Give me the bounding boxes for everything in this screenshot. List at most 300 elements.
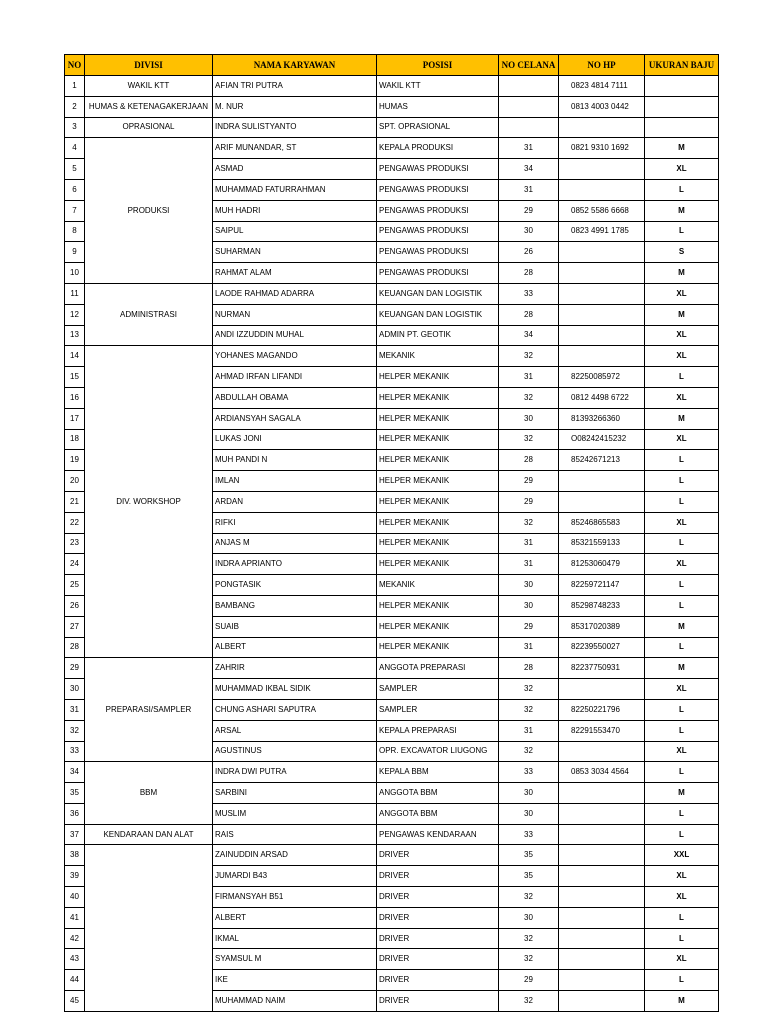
cell-celana: 30: [499, 803, 559, 824]
cell-baju: L: [645, 907, 719, 928]
cell-posisi: DRIVER: [377, 970, 499, 991]
cell-baju: L: [645, 762, 719, 783]
cell-celana: 30: [499, 575, 559, 596]
cell-celana: 34: [499, 325, 559, 346]
cell-hp: 82250221796: [559, 699, 645, 720]
cell-hp: [559, 471, 645, 492]
cell-posisi: KEPALA PREPARASI: [377, 720, 499, 741]
cell-baju: [645, 96, 719, 117]
cell-posisi: HELPER MEKANIK: [377, 429, 499, 450]
cell-nama: MUHAMMAD NAIM: [213, 991, 377, 1012]
cell-baju: [645, 117, 719, 138]
cell-celana: 28: [499, 304, 559, 325]
cell-hp: 0812 4498 6722: [559, 387, 645, 408]
cell-posisi: DRIVER: [377, 907, 499, 928]
cell-celana: 35: [499, 845, 559, 866]
cell-divisi: PREPARASI/SAMPLER: [85, 658, 213, 762]
cell-baju: M: [645, 783, 719, 804]
cell-no: 9: [65, 242, 85, 263]
col-header-nama: NAMA KARYAWAN: [213, 55, 377, 76]
cell-no: 42: [65, 928, 85, 949]
cell-nama: AFIAN TRI PUTRA: [213, 76, 377, 97]
cell-celana: 31: [499, 138, 559, 159]
cell-celana: 29: [499, 491, 559, 512]
cell-hp: 0821 9310 1692: [559, 138, 645, 159]
cell-posisi: SPT. OPRASIONAL: [377, 117, 499, 138]
cell-divisi: PRODUKSI: [85, 138, 213, 284]
cell-hp: 82239550027: [559, 637, 645, 658]
cell-hp: [559, 117, 645, 138]
cell-baju: XL: [645, 159, 719, 180]
cell-no: 14: [65, 346, 85, 367]
cell-celana: 31: [499, 179, 559, 200]
cell-nama: INDRA APRIANTO: [213, 554, 377, 575]
cell-hp: O08242415232: [559, 429, 645, 450]
cell-posisi: HELPER MEKANIK: [377, 637, 499, 658]
cell-nama: SYAMSUL M: [213, 949, 377, 970]
cell-no: 25: [65, 575, 85, 596]
cell-no: 34: [65, 762, 85, 783]
cell-celana: 33: [499, 824, 559, 845]
cell-posisi: OPR. EXCAVATOR LIUGONG: [377, 741, 499, 762]
cell-nama: ALBERT: [213, 637, 377, 658]
cell-no: 10: [65, 263, 85, 284]
cell-celana: 31: [499, 720, 559, 741]
cell-celana: 31: [499, 533, 559, 554]
cell-celana: 32: [499, 949, 559, 970]
cell-hp: [559, 949, 645, 970]
cell-nama: IKE: [213, 970, 377, 991]
table-row: [65, 117, 719, 138]
cell-celana: [499, 96, 559, 117]
cell-hp: [559, 179, 645, 200]
cell-posisi: PENGAWAS PRODUKSI: [377, 179, 499, 200]
table-row: [65, 845, 719, 866]
cell-hp: [559, 928, 645, 949]
col-header-celana: NO CELANA: [499, 55, 559, 76]
cell-divisi: DIV. WORKSHOP: [85, 346, 213, 658]
cell-nama: BAMBANG: [213, 595, 377, 616]
cell-posisi: SAMPLER: [377, 699, 499, 720]
cell-nama: ABDULLAH OBAMA: [213, 387, 377, 408]
cell-hp: 0853 3034 4564: [559, 762, 645, 783]
cell-hp: [559, 263, 645, 284]
cell-celana: 29: [499, 970, 559, 991]
cell-baju: S: [645, 242, 719, 263]
cell-celana: 28: [499, 263, 559, 284]
cell-nama: AHMAD IRFAN LIFANDI: [213, 367, 377, 388]
cell-no: 24: [65, 554, 85, 575]
cell-hp: 85321559133: [559, 533, 645, 554]
cell-hp: [559, 991, 645, 1012]
cell-divisi: KENDARAAN DAN ALAT: [85, 824, 213, 845]
cell-divisi: [85, 845, 213, 1011]
cell-divisi: HUMAS & KETENAGAKERJAAN: [85, 96, 213, 117]
cell-nama: ARIF MUNANDAR, ST: [213, 138, 377, 159]
cell-hp: [559, 866, 645, 887]
cell-no: 44: [65, 970, 85, 991]
cell-hp: 85242671213: [559, 450, 645, 471]
cell-no: 22: [65, 512, 85, 533]
cell-celana: 28: [499, 450, 559, 471]
cell-baju: L: [645, 450, 719, 471]
cell-divisi: ADMINISTRASI: [85, 283, 213, 345]
cell-no: 26: [65, 595, 85, 616]
cell-posisi: KEUANGAN DAN LOGISTIK: [377, 283, 499, 304]
cell-hp: 85317020389: [559, 616, 645, 637]
cell-nama: ARSAL: [213, 720, 377, 741]
cell-baju: XL: [645, 429, 719, 450]
cell-posisi: KEPALA BBM: [377, 762, 499, 783]
cell-hp: [559, 679, 645, 700]
cell-no: 31: [65, 699, 85, 720]
cell-nama: INDRA SULISTYANTO: [213, 117, 377, 138]
cell-posisi: HELPER MEKANIK: [377, 471, 499, 492]
cell-celana: 32: [499, 346, 559, 367]
cell-no: 35: [65, 783, 85, 804]
cell-baju: XXL: [645, 845, 719, 866]
cell-nama: MUSLIM: [213, 803, 377, 824]
cell-posisi: HUMAS: [377, 96, 499, 117]
cell-posisi: HELPER MEKANIK: [377, 595, 499, 616]
cell-no: 3: [65, 117, 85, 138]
cell-hp: [559, 970, 645, 991]
cell-baju: XL: [645, 346, 719, 367]
cell-baju: L: [645, 179, 719, 200]
cell-nama: ANDI IZZUDDIN MUHAL: [213, 325, 377, 346]
cell-no: 45: [65, 991, 85, 1012]
table-body: [65, 76, 719, 1012]
cell-posisi: DRIVER: [377, 991, 499, 1012]
cell-nama: ANJAS M: [213, 533, 377, 554]
cell-baju: L: [645, 471, 719, 492]
cell-nama: YOHANES MAGANDO: [213, 346, 377, 367]
cell-posisi: HELPER MEKANIK: [377, 450, 499, 471]
table-row: [65, 283, 719, 304]
cell-nama: ALBERT: [213, 907, 377, 928]
table-row: [65, 138, 719, 159]
cell-posisi: PENGAWAS PRODUKSI: [377, 200, 499, 221]
cell-hp: 85298748233: [559, 595, 645, 616]
cell-no: 7: [65, 200, 85, 221]
cell-no: 1: [65, 76, 85, 97]
cell-no: 29: [65, 658, 85, 679]
cell-celana: 32: [499, 741, 559, 762]
cell-no: 40: [65, 887, 85, 908]
cell-baju: M: [645, 304, 719, 325]
cell-celana: 32: [499, 991, 559, 1012]
cell-celana: 32: [499, 387, 559, 408]
cell-baju: XL: [645, 887, 719, 908]
cell-celana: 30: [499, 221, 559, 242]
cell-nama: SUHARMAN: [213, 242, 377, 263]
cell-nama: AGUSTINUS: [213, 741, 377, 762]
cell-celana: 31: [499, 637, 559, 658]
cell-no: 6: [65, 179, 85, 200]
cell-nama: ZAINUDDIN ARSAD: [213, 845, 377, 866]
cell-hp: [559, 283, 645, 304]
cell-no: 36: [65, 803, 85, 824]
cell-hp: 0823 4814 7111: [559, 76, 645, 97]
cell-baju: L: [645, 970, 719, 991]
cell-posisi: KEPALA PRODUKSI: [377, 138, 499, 159]
col-header-hp: NO HP: [559, 55, 645, 76]
cell-no: 32: [65, 720, 85, 741]
cell-posisi: MEKANIK: [377, 346, 499, 367]
cell-posisi: DRIVER: [377, 845, 499, 866]
cell-baju: XL: [645, 325, 719, 346]
cell-nama: LUKAS JONI: [213, 429, 377, 450]
cell-posisi: DRIVER: [377, 866, 499, 887]
cell-no: 19: [65, 450, 85, 471]
employee-table: [64, 54, 719, 1012]
cell-nama: ASMAD: [213, 159, 377, 180]
cell-celana: 28: [499, 658, 559, 679]
cell-celana: 32: [499, 887, 559, 908]
cell-no: 20: [65, 471, 85, 492]
cell-baju: XL: [645, 554, 719, 575]
cell-celana: 34: [499, 159, 559, 180]
cell-no: 11: [65, 283, 85, 304]
table-row: [65, 658, 719, 679]
col-header-baju: UKURAN BAJU: [645, 55, 719, 76]
cell-baju: L: [645, 824, 719, 845]
cell-no: 23: [65, 533, 85, 554]
cell-posisi: ANGGOTA PREPARASI: [377, 658, 499, 679]
cell-nama: MUH PANDI N: [213, 450, 377, 471]
cell-hp: [559, 346, 645, 367]
cell-nama: JUMARDI B43: [213, 866, 377, 887]
cell-posisi: ANGGOTA BBM: [377, 803, 499, 824]
cell-no: 16: [65, 387, 85, 408]
cell-baju: L: [645, 803, 719, 824]
cell-celana: 31: [499, 367, 559, 388]
cell-baju: L: [645, 699, 719, 720]
cell-no: 13: [65, 325, 85, 346]
cell-nama: IKMAL: [213, 928, 377, 949]
cell-celana: 30: [499, 408, 559, 429]
cell-posisi: PENGAWAS PRODUKSI: [377, 242, 499, 263]
cell-posisi: DRIVER: [377, 887, 499, 908]
cell-baju: M: [645, 200, 719, 221]
cell-baju: L: [645, 720, 719, 741]
cell-baju: XL: [645, 949, 719, 970]
cell-baju: XL: [645, 387, 719, 408]
cell-celana: 30: [499, 595, 559, 616]
cell-hp: 82237750931: [559, 658, 645, 679]
cell-nama: SARBINI: [213, 783, 377, 804]
cell-celana: 32: [499, 699, 559, 720]
cell-posisi: DRIVER: [377, 949, 499, 970]
cell-hp: [559, 783, 645, 804]
cell-posisi: SAMPLER: [377, 679, 499, 700]
cell-no: 38: [65, 845, 85, 866]
cell-baju: XL: [645, 679, 719, 700]
cell-nama: LAODE RAHMAD ADARRA: [213, 283, 377, 304]
table-row: [65, 824, 719, 845]
cell-celana: 32: [499, 928, 559, 949]
cell-celana: 29: [499, 200, 559, 221]
cell-baju: L: [645, 491, 719, 512]
cell-nama: ZAHRIR: [213, 658, 377, 679]
cell-hp: [559, 845, 645, 866]
cell-nama: PONGTASIK: [213, 575, 377, 596]
cell-nama: NURMAN: [213, 304, 377, 325]
table-row: [65, 346, 719, 367]
cell-hp: [559, 491, 645, 512]
cell-nama: RIFKI: [213, 512, 377, 533]
cell-no: 2: [65, 96, 85, 117]
cell-posisi: PENGAWAS KENDARAAN: [377, 824, 499, 845]
cell-posisi: HELPER MEKANIK: [377, 533, 499, 554]
cell-baju: M: [645, 263, 719, 284]
cell-hp: [559, 741, 645, 762]
cell-celana: 29: [499, 471, 559, 492]
cell-baju: L: [645, 928, 719, 949]
cell-baju: L: [645, 637, 719, 658]
cell-hp: [559, 907, 645, 928]
cell-nama: FIRMANSYAH B51: [213, 887, 377, 908]
cell-no: 39: [65, 866, 85, 887]
cell-baju: L: [645, 533, 719, 554]
cell-hp: 0823 4991 1785: [559, 221, 645, 242]
cell-nama: M. NUR: [213, 96, 377, 117]
cell-celana: 31: [499, 554, 559, 575]
cell-no: 15: [65, 367, 85, 388]
cell-posisi: MEKANIK: [377, 575, 499, 596]
cell-hp: 82291553470: [559, 720, 645, 741]
cell-celana: 33: [499, 762, 559, 783]
cell-hp: 81393266360: [559, 408, 645, 429]
cell-posisi: ADMIN PT. GEOTIK: [377, 325, 499, 346]
cell-nama: MUH HADRI: [213, 200, 377, 221]
cell-no: 8: [65, 221, 85, 242]
cell-celana: 32: [499, 679, 559, 700]
cell-celana: [499, 117, 559, 138]
cell-hp: [559, 325, 645, 346]
col-header-posisi: POSISI: [377, 55, 499, 76]
cell-no: 12: [65, 304, 85, 325]
cell-nama: MUHAMMAD IKBAL SIDIK: [213, 679, 377, 700]
cell-nama: IMLAN: [213, 471, 377, 492]
cell-posisi: HELPER MEKANIK: [377, 387, 499, 408]
cell-posisi: WAKIL KTT: [377, 76, 499, 97]
cell-no: 17: [65, 408, 85, 429]
cell-nama: CHUNG ASHARI SAPUTRA: [213, 699, 377, 720]
header-row: [65, 55, 719, 76]
cell-no: 5: [65, 159, 85, 180]
cell-hp: 82250085972: [559, 367, 645, 388]
cell-celana: 32: [499, 429, 559, 450]
cell-no: 18: [65, 429, 85, 450]
cell-posisi: PENGAWAS PRODUKSI: [377, 221, 499, 242]
cell-posisi: HELPER MEKANIK: [377, 408, 499, 429]
cell-nama: MUHAMMAD FATURRAHMAN: [213, 179, 377, 200]
cell-posisi: HELPER MEKANIK: [377, 554, 499, 575]
cell-baju: L: [645, 367, 719, 388]
cell-divisi: OPRASIONAL: [85, 117, 213, 138]
cell-no: 41: [65, 907, 85, 928]
cell-posisi: HELPER MEKANIK: [377, 616, 499, 637]
cell-posisi: DRIVER: [377, 928, 499, 949]
col-header-no: NO: [65, 55, 85, 76]
cell-baju: XL: [645, 512, 719, 533]
cell-no: 37: [65, 824, 85, 845]
cell-baju: M: [645, 138, 719, 159]
cell-hp: [559, 242, 645, 263]
cell-no: 4: [65, 138, 85, 159]
cell-nama: RAIS: [213, 824, 377, 845]
cell-divisi: BBM: [85, 762, 213, 824]
cell-baju: M: [645, 658, 719, 679]
table-row: [65, 96, 719, 117]
cell-posisi: HELPER MEKANIK: [377, 491, 499, 512]
cell-baju: L: [645, 595, 719, 616]
cell-hp: [559, 159, 645, 180]
cell-baju: L: [645, 575, 719, 596]
cell-nama: SAIPUL: [213, 221, 377, 242]
table-row: [65, 762, 719, 783]
cell-no: 28: [65, 637, 85, 658]
cell-celana: 35: [499, 866, 559, 887]
col-header-divisi: DIVISI: [85, 55, 213, 76]
cell-hp: [559, 803, 645, 824]
cell-posisi: PENGAWAS PRODUKSI: [377, 263, 499, 284]
cell-no: 27: [65, 616, 85, 637]
cell-posisi: HELPER MEKANIK: [377, 512, 499, 533]
cell-baju: XL: [645, 741, 719, 762]
cell-celana: 30: [499, 783, 559, 804]
cell-divisi: WAKIL KTT: [85, 76, 213, 97]
cell-nama: INDRA DWI PUTRA: [213, 762, 377, 783]
cell-posisi: KEUANGAN DAN LOGISTIK: [377, 304, 499, 325]
cell-baju: M: [645, 616, 719, 637]
cell-celana: 32: [499, 512, 559, 533]
cell-no: 21: [65, 491, 85, 512]
cell-posisi: HELPER MEKANIK: [377, 367, 499, 388]
cell-no: 30: [65, 679, 85, 700]
cell-baju: M: [645, 991, 719, 1012]
cell-nama: SUAIB: [213, 616, 377, 637]
cell-celana: 26: [499, 242, 559, 263]
cell-hp: 85246865583: [559, 512, 645, 533]
cell-baju: L: [645, 221, 719, 242]
cell-nama: RAHMAT ALAM: [213, 263, 377, 284]
cell-no: 43: [65, 949, 85, 970]
cell-hp: [559, 824, 645, 845]
cell-nama: ARDIANSYAH SAGALA: [213, 408, 377, 429]
cell-celana: 33: [499, 283, 559, 304]
cell-hp: [559, 887, 645, 908]
cell-celana: 29: [499, 616, 559, 637]
cell-hp: [559, 304, 645, 325]
cell-no: 33: [65, 741, 85, 762]
cell-hp: 0813 4003 0442: [559, 96, 645, 117]
cell-hp: 81253060479: [559, 554, 645, 575]
table-row: [65, 76, 719, 97]
cell-baju: [645, 76, 719, 97]
cell-hp: 0852 5586 6668: [559, 200, 645, 221]
cell-nama: ARDAN: [213, 491, 377, 512]
cell-baju: M: [645, 408, 719, 429]
cell-hp: 82259721147: [559, 575, 645, 596]
cell-baju: XL: [645, 283, 719, 304]
cell-posisi: ANGGOTA BBM: [377, 783, 499, 804]
cell-posisi: PENGAWAS PRODUKSI: [377, 159, 499, 180]
cell-baju: XL: [645, 866, 719, 887]
cell-celana: 30: [499, 907, 559, 928]
cell-celana: [499, 76, 559, 97]
